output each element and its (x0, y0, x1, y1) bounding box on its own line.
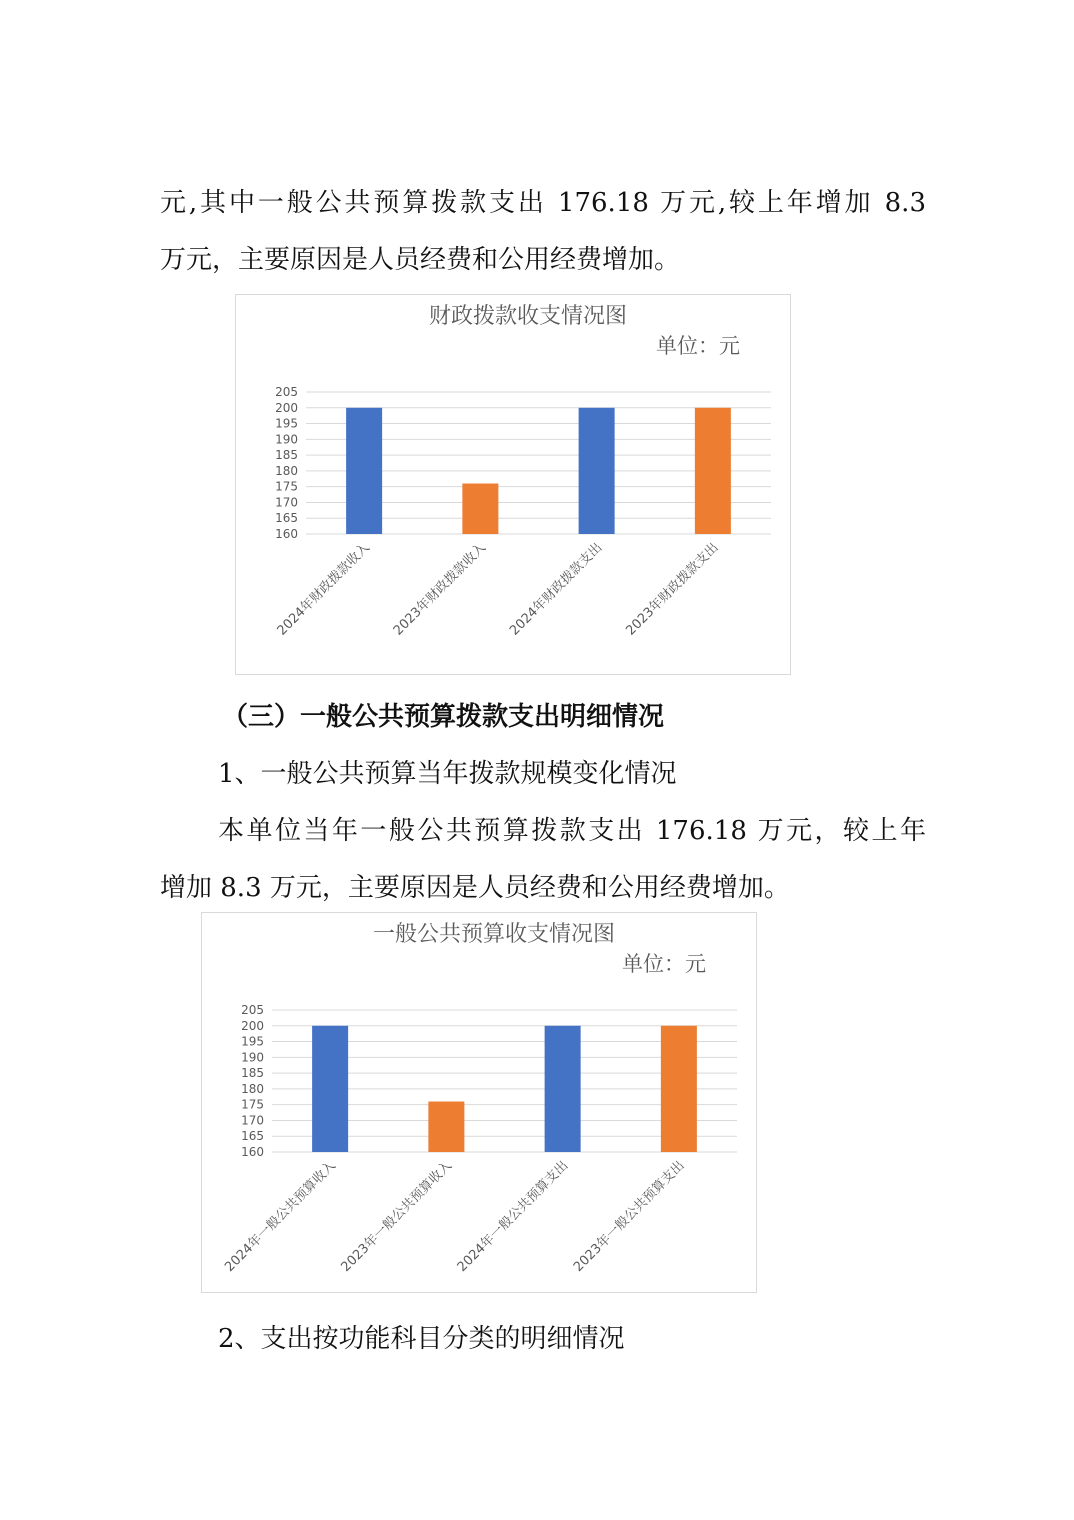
y-tick-label: 165 (275, 511, 298, 526)
list-item-heading: 2、支出按功能科目分类的明细情况 (218, 1324, 625, 1354)
bar (428, 1102, 464, 1152)
chart-title: 一般公共预算收支情况图 (372, 922, 616, 947)
category-label: 2023年财政拨款收入 (390, 540, 490, 639)
y-tick-label: 175 (275, 479, 298, 494)
y-tick-label: 160 (275, 527, 298, 541)
bar (545, 1026, 581, 1152)
y-tick-label: 185 (241, 1066, 264, 1081)
bar (462, 484, 498, 534)
y-tick-label: 200 (275, 400, 298, 415)
y-tick-label: 195 (241, 1034, 264, 1049)
chart-unit-label: 单位：元 (622, 952, 706, 976)
paragraph-line: 增加 8.3 万元，主要原因是人员经费和公用经费增加。 (160, 873, 790, 903)
bar (312, 1026, 348, 1152)
y-tick-label: 160 (241, 1145, 264, 1159)
y-tick-label: 205 (275, 385, 298, 399)
category-label: 2023年财政拨款支出 (623, 540, 722, 639)
chart-fiscal-appropriation (235, 294, 791, 675)
paragraph-line: 本单位当年一般公共预算拨款支出 176.18 万元，较上年 (218, 816, 926, 846)
y-tick-label: 180 (275, 463, 298, 478)
bar (661, 1026, 697, 1152)
bar (346, 408, 382, 534)
bar (579, 408, 615, 534)
y-tick-label: 200 (241, 1018, 264, 1033)
chart-title: 财政拨款收支情况图 (428, 304, 628, 329)
paragraph-line: 万元，主要原因是人员经费和公用经费增加。 (160, 245, 681, 275)
chart-svg (236, 295, 792, 676)
y-tick-label: 190 (241, 1050, 264, 1065)
category-label: 2024年财政拨款支出 (507, 540, 606, 639)
category-label: 2023年一般公共预算收入 (338, 1158, 456, 1275)
section-heading: （三）一般公共预算拨款支出明细情况 (222, 702, 665, 732)
y-tick-label: 190 (275, 432, 298, 447)
chart-unit-label: 单位：元 (656, 334, 740, 358)
y-tick-label: 175 (241, 1097, 264, 1112)
y-tick-label: 165 (241, 1129, 264, 1144)
bar (695, 408, 731, 534)
paragraph-line: 元,其中一般公共预算拨款支出 176.18 万元,较上年增加 8.3 (160, 188, 926, 218)
y-tick-label: 180 (241, 1081, 264, 1096)
y-tick-label: 195 (275, 416, 298, 431)
category-label: 2024年一般公共预算收入 (222, 1158, 339, 1275)
chart-general-budget (201, 912, 757, 1293)
y-tick-label: 185 (275, 448, 298, 463)
y-tick-label: 170 (275, 495, 298, 510)
category-label: 2024年财政拨款收入 (274, 540, 373, 639)
category-label: 2024年一般公共预算支出 (454, 1158, 572, 1275)
y-tick-label: 170 (241, 1113, 264, 1128)
category-label: 2023年一般公共预算支出 (570, 1158, 688, 1275)
y-tick-label: 205 (241, 1003, 264, 1017)
list-item-heading: 1、一般公共预算当年拨款规模变化情况 (218, 759, 677, 789)
chart-svg (202, 913, 758, 1294)
